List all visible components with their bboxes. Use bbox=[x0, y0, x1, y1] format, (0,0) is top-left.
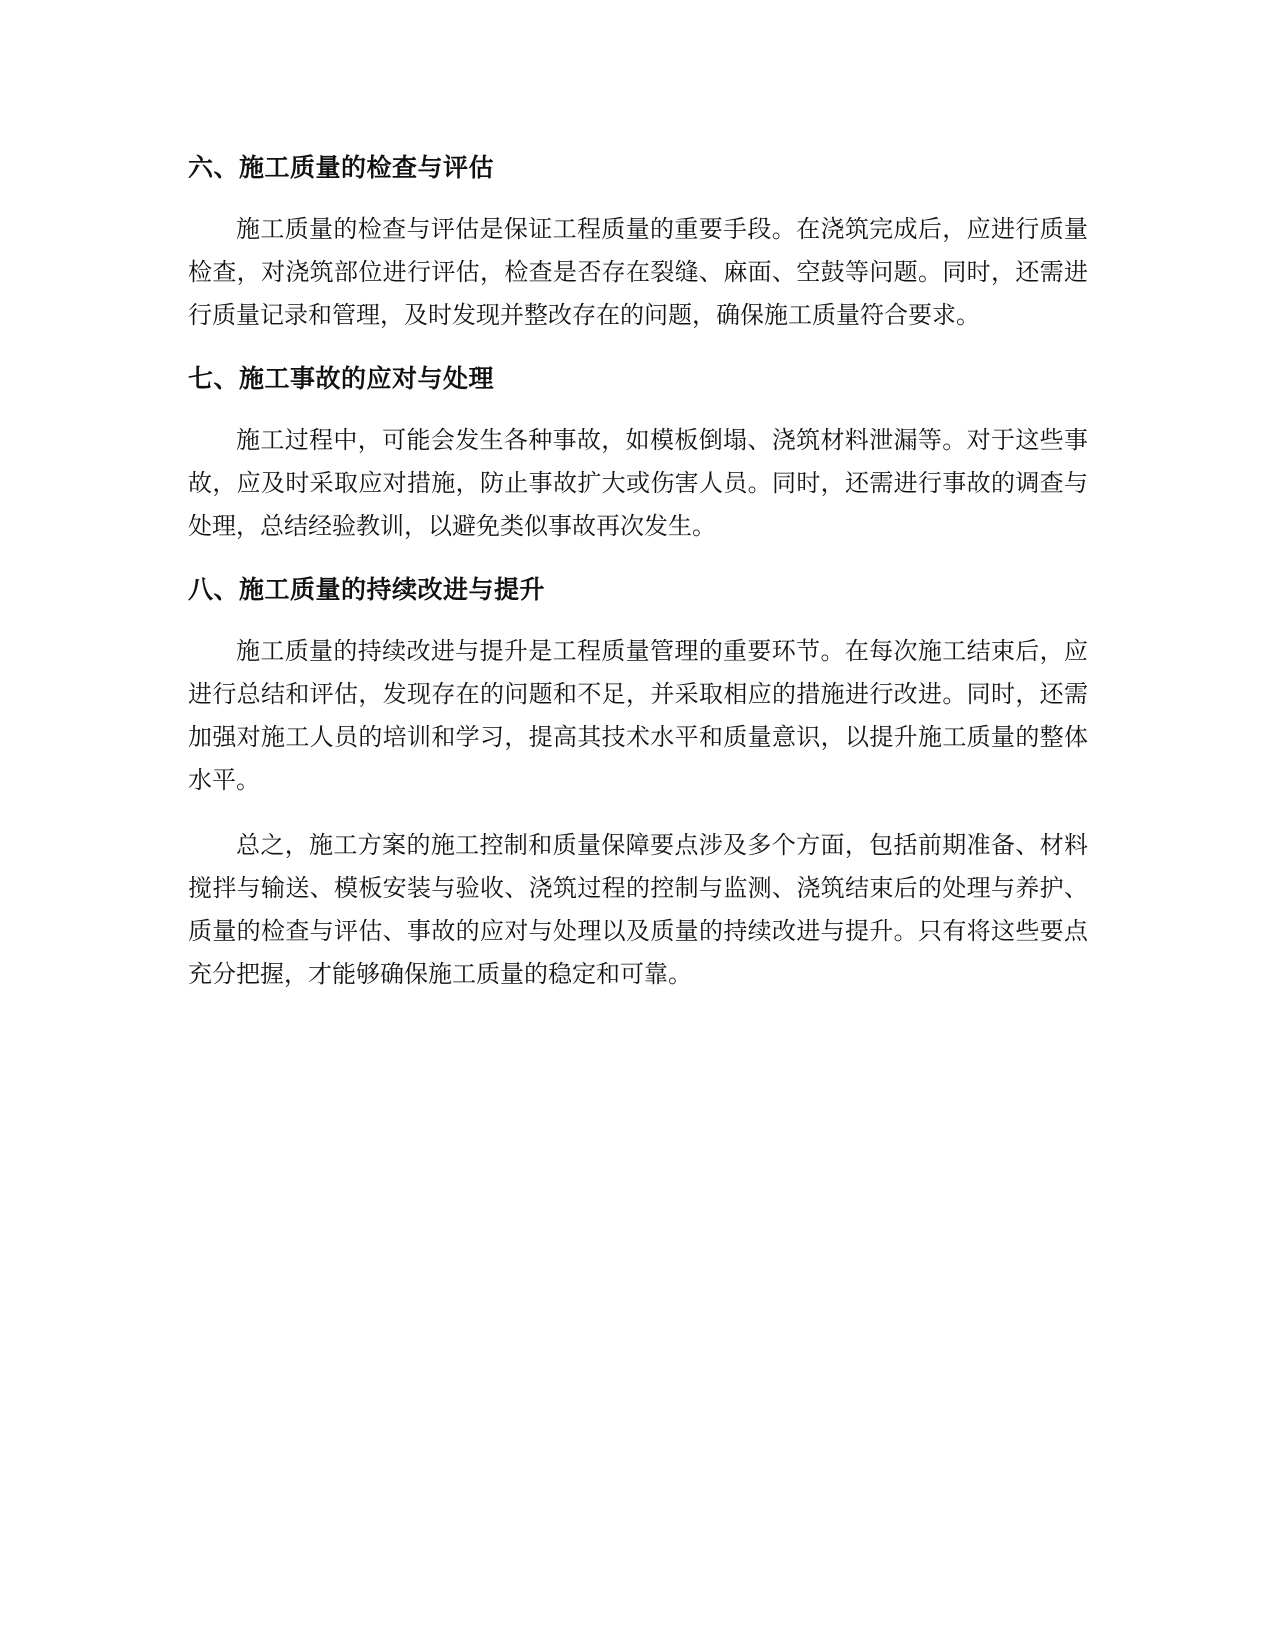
section-6 bbox=[188, 148, 1088, 337]
section-heading: 六、施工质量的检查与评估 bbox=[188, 153, 495, 182]
section-paragraph: 施工过程中，可能会发生各种事故，如模板倒塌、浇筑材料泄漏等。对于这些事故，应及时采取应对措施，防止事故扩大或伤害人员。同时，还需进行事故的调查与处理，总结经验教训，以避免类似事故再次发生。 bbox=[188, 426, 1088, 540]
section-8 bbox=[188, 570, 1088, 802]
document-body bbox=[188, 148, 1088, 1018]
section-7 bbox=[188, 359, 1088, 548]
conclusion-paragraph: 总之，施工方案的施工控制和质量保障要点涉及多个方面，包括前期准备、材料搅拌与输送、模板安装与验收、浇筑过程的控制与监测、浇筑结束后的处理与养护、质量的检查与评估、事故的应对与处理以及质量的持续改进与提升。只有将这些要点充分把握，才能够确保施工质量的稳定和可靠。 bbox=[188, 831, 1088, 988]
section-paragraph: 施工质量的检查与评估是保证工程质量的重要手段。在浇筑完成后，应进行质量检查，对浇筑部位进行评估，检查是否存在裂缝、麻面、空鼓等问题。同时，还需进行质量记录和管理，及时发现并整改存在的问题，确保施工质量符合要求。 bbox=[188, 215, 1088, 329]
section-heading: 八、施工质量的持续改进与提升 bbox=[188, 575, 546, 604]
section-heading: 七、施工事故的应对与处理 bbox=[188, 364, 495, 393]
section-paragraph: 施工质量的持续改进与提升是工程质量管理的重要环节。在每次施工结束后，应进行总结和评估，发现存在的问题和不足，并采取相应的措施进行改进。同时，还需加强对施工人员的培训和学习，提高其技术水平和质量意识，以提升施工质量的整体水平。 bbox=[188, 637, 1088, 794]
